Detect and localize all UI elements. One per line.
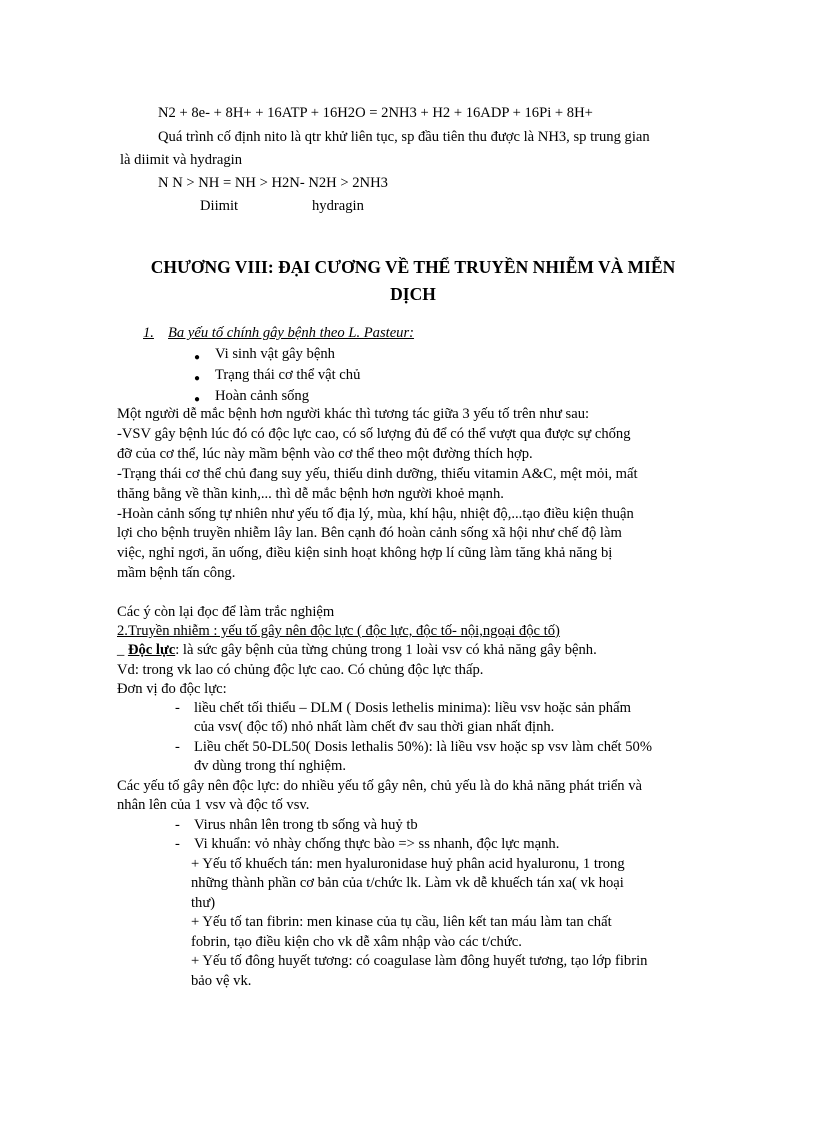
list-item: Virus nhân lên trong tb sống và huỷ tb	[194, 817, 418, 833]
paragraph-line: Các yếu tố gây nên độc lực: do nhiều yếu tố gây nên, chủ yếu là do khả năng phát triển và	[117, 778, 643, 794]
paragraph-line: Một người dễ mắc bệnh hơn người khác thì tương tác giữa 3 yếu tố trên như sau:	[117, 406, 590, 422]
paragraph-line: mầm bệnh tấn công.	[117, 565, 236, 581]
bullet-icon: ●	[194, 394, 201, 405]
paragraph-line: là diimit và hydragin	[120, 152, 242, 168]
bullet-icon: ●	[194, 352, 201, 363]
list-item: Liều chết 50-DL50( Dosis lethalis 50%): là liều vsv hoặc sp vsv làm chết 50%	[194, 739, 652, 755]
dash-marker: -	[175, 739, 180, 755]
bullet-icon: ●	[194, 373, 201, 384]
bullet-item: Vi sinh vật gây bệnh	[215, 346, 335, 362]
bullet-item: Hoàn cảnh sống	[215, 388, 310, 404]
paragraph-line: Đơn vị đo độc lực:	[117, 681, 227, 697]
list-item: Vi khuẩn: vỏ nhày chống thực bào => ss nhanh, độc lực mạnh.	[194, 836, 560, 852]
section1-number: 1.	[143, 325, 154, 341]
paragraph-line: thăng bằng về thần kinh,... thì dễ mắc bệnh hơn người khoẻ mạnh.	[117, 486, 504, 502]
label-diimit: Diimit	[200, 198, 239, 214]
sub-item-cont: fobrin, tạo điều kiện cho vk dễ xâm nhập vào các t/chức.	[191, 934, 522, 950]
paragraph-line: lợi cho bệnh truyền nhiễm lây lan. Bên cạnh đó hoàn cảnh sống xã hội như chế độ làm	[117, 525, 622, 541]
chapter-title-line2: DỊCH	[390, 284, 436, 304]
paragraph-line: nhân lên của 1 vsv và độc tố vsv.	[117, 797, 310, 813]
label-hydragin: hydragin	[312, 198, 364, 214]
paragraph-line: -Trạng thái cơ thể chủ đang suy yếu, thiếu dinh dưỡng, thiếu vitamin A&C, mệt mỏi, mất	[117, 466, 638, 482]
sub-item: + Yếu tố đông huyết tương: có coagulase làm đông huyết tương, tạo lớp fibrin	[191, 953, 648, 969]
chapter-title-line1: CHƯƠNG VIII: ĐẠI CƯƠNG VỀ THỂ TRUYỀN NHIỄM VÀ MIỄN	[150, 257, 676, 277]
paragraph-line: -VSV gây bệnh lúc đó có độc lực cao, có số lượng đủ để có thể vượt qua được sự chống	[117, 426, 631, 442]
list-item-cont: của vsv( độc tố) nhỏ nhất làm chết đv sau thời gian nhất định.	[194, 719, 555, 735]
paragraph-line: đỡ của cơ thể, lúc này mầm bệnh vào cơ thể theo một đường thích hợp.	[117, 446, 533, 462]
note-line: Các ý còn lại đọc để làm trắc nghiệm	[117, 604, 335, 620]
definition-text: : là sức gây bệnh của từng chủng trong 1 loài vsv có khả năng gây bệnh.	[175, 642, 597, 658]
equation-line: N2 + 8e- + 8H+ + 16ATP + 16H2O = 2NH3 + H2 + 16ADP + 16Pi + 8H+	[158, 105, 593, 121]
definition-term: Độc lực	[127, 642, 176, 658]
sub-item: + Yếu tố khuếch tán: men hyaluronidase huỷ phân acid hyaluronu, 1 trong	[191, 856, 625, 872]
sub-item-cont: thư)	[191, 895, 216, 911]
sub-item-cont: những thành phần cơ bản của t/chức lk. Làm vk dễ khuếch tán xa( vk hoại	[191, 875, 624, 891]
definition-line	[117, 641, 597, 661]
dash-marker: -	[175, 700, 180, 716]
section1-heading: Ba yếu tố chính gây bệnh theo L. Pasteur:	[168, 325, 415, 341]
section2-heading: 2.Truyền nhiễm : yếu tố gây nên độc lực ( độc lực, độc tố- nội,ngoại độc tố)	[117, 623, 560, 639]
dash-marker: -	[175, 836, 180, 852]
bullet-item: Trạng thái cơ thể vật chủ	[215, 367, 361, 383]
definition-prefix: _	[117, 642, 128, 658]
sub-item-cont: bảo vệ vk.	[191, 973, 252, 989]
list-item-cont: đv dùng trong thí nghiệm.	[194, 758, 347, 774]
paragraph-line: -Hoàn cảnh sống tự nhiên như yếu tố địa lý, mùa, khí hậu, nhiệt độ,...tạo điều kiện thuận	[117, 506, 634, 522]
reaction-chain: N N > NH = NH > H2N- N2H > 2NH3	[158, 175, 388, 191]
sub-item: + Yếu tố tan fibrin: men kinase của tụ cầu, liên kết tan máu làm tan chất	[191, 914, 612, 930]
list-item: liều chết tối thiểu – DLM ( Dosis lethelis minima): liều vsv hoặc sản phẩm	[194, 700, 631, 716]
paragraph-line: Quá trình cố định nito là qtr khử liên tục, sp đầu tiên thu được là NH3, sp trung gian	[158, 129, 650, 145]
dash-marker: -	[175, 817, 180, 833]
paragraph-line: việc, nghỉ ngơi, ăn uống, điều kiện sinh hoạt không hợp lí cũng làm tăng khả năng bị	[117, 545, 613, 561]
paragraph-line: Vd: trong vk lao có chủng độc lực cao. Có chủng độc lực thấp.	[117, 662, 484, 678]
